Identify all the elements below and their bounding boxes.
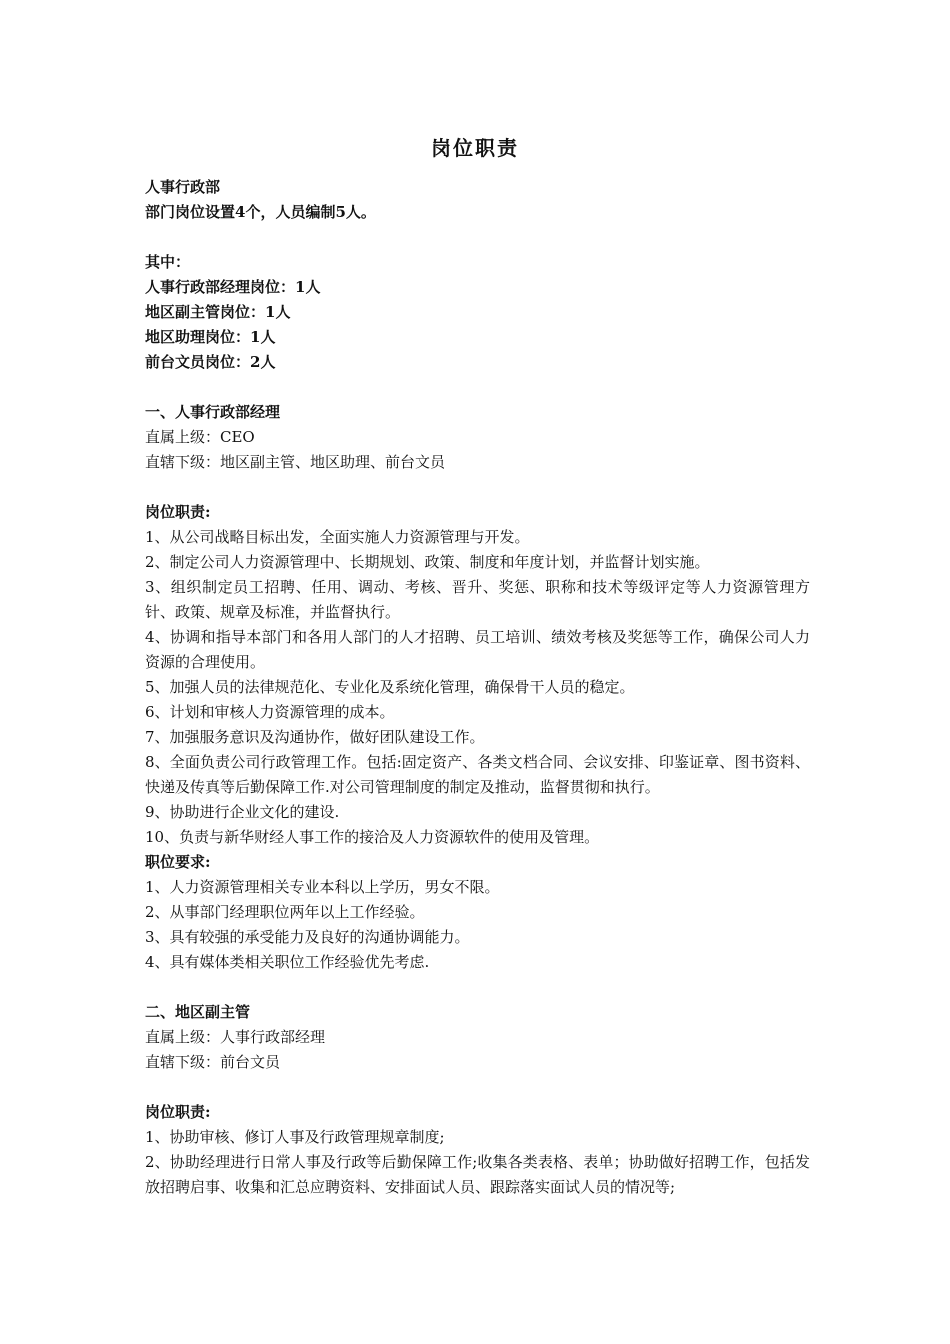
section1-requirement-item: 4、具有媒体类相关职位工作经验优先考虑.	[145, 953, 430, 971]
section1-duty-item: 8、全面负责公司行政管理工作。包括:固定资产、各类文档合同、会议安排、印鉴证章、图书资料、快递及传真等后勤保障工作.对公司管理制度的制定及推动，监督贯彻和执行。	[145, 753, 810, 796]
document-title: 岗位职责	[431, 136, 519, 160]
section1-duty-item: 4、协调和指导本部门和各用人部门的人才招聘、员工培训、绩效考核及奖惩等工作，确保公司人力资源的合理使用。	[145, 628, 810, 671]
spacer	[145, 475, 810, 500]
section1-requirement-item: 3、具有较强的承受能力及良好的沟通协调能力。	[145, 928, 470, 946]
section1-heading: 一、人事行政部经理	[145, 403, 281, 421]
section2-duty-item: 1、协助审核、修订人事及行政管理规章制度;	[145, 1128, 445, 1146]
section1-duty-item: 5、加强人员的法律规范化、专业化及系统化管理，确保骨干人员的稳定。	[145, 678, 635, 696]
spacer	[145, 975, 810, 1000]
breakdown-item: 地区副主管岗位：1人	[145, 303, 291, 321]
section1-duty-item: 2、制定公司人力资源管理中、长期规划、政策、制度和年度计划，并监督计划实施。	[145, 553, 710, 571]
breakdown-item: 人事行政部经理岗位：1人	[145, 278, 321, 296]
section1-requirement-item: 1、人力资源管理相关专业本科以上学历，男女不限。	[145, 878, 500, 896]
breakdown-item: 前台文员岗位：2人	[145, 353, 276, 371]
section2-heading: 二、地区副主管	[145, 1003, 251, 1021]
section1-duties-heading: 岗位职责:	[145, 503, 211, 521]
section1-duty-item: 9、协助进行企业文化的建设.	[145, 803, 340, 821]
department-summary: 部门岗位设置4个，人员编制5人。	[145, 203, 376, 221]
spacer	[145, 225, 810, 250]
breakdown-item: 地区助理岗位：1人	[145, 328, 276, 346]
document-body	[145, 175, 810, 1200]
section1-duty-item: 1、从公司战略目标出发，全面实施人力资源管理与开发。	[145, 528, 530, 546]
section2-superior: 直属上级：人事行政部经理	[145, 1028, 326, 1046]
section1-requirement-item: 2、从事部门经理职位两年以上工作经验。	[145, 903, 425, 921]
section1-requirements-heading: 职位要求:	[145, 853, 211, 871]
section1-duty-item: 3、组织制定员工招聘、任用、调动、考核、晋升、奖惩、职称和技术等级评定等人力资源管理方针、政策、规章及标准，并监督执行。	[145, 578, 810, 621]
spacer	[145, 375, 810, 400]
section1-duty-item: 10、负责与新华财经人事工作的接洽及人力资源软件的使用及管理。	[145, 828, 600, 846]
section1-subordinates: 直辖下级：地区副主管、地区助理、前台文员	[145, 453, 446, 471]
section2-subordinates: 直辖下级：前台文员	[145, 1053, 281, 1071]
department-name: 人事行政部	[145, 178, 221, 196]
section1-duty-item: 6、计划和审核人力资源管理的成本。	[145, 703, 395, 721]
section2-duties-heading: 岗位职责:	[145, 1103, 211, 1121]
spacer	[145, 1075, 810, 1100]
section1-duty-item: 7、加强服务意识及沟通协作，做好团队建设工作。	[145, 728, 485, 746]
section1-superior: 直属上级：CEO	[145, 428, 255, 446]
section2-duty-item: 2、协助经理进行日常人事及行政等后勤保障工作;收集各类表格、表单；协助做好招聘工作，包括发放招聘启事、收集和汇总应聘资料、安排面试人员、跟踪落实面试人员的情况等;	[145, 1153, 810, 1196]
breakdown-heading: 其中：	[145, 253, 191, 271]
